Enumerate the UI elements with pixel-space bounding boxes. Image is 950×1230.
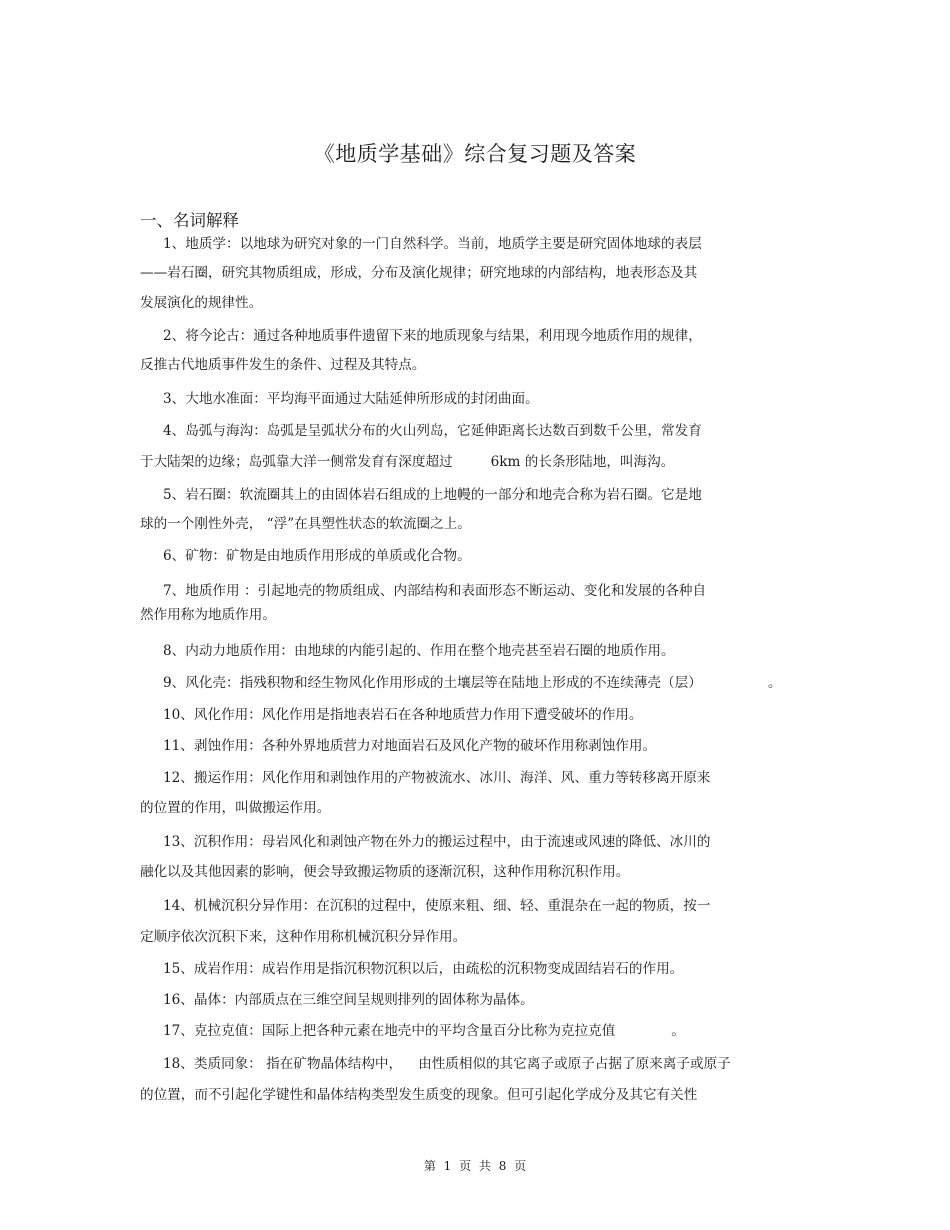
definition-line: 15、成岩作用：成岩作用是指沉积物沉积以后，由疏松的沉积物变成固结岩石的作用。 (163, 961, 684, 977)
definition-text: 18、类质同象： 指在矿物晶体结构中， (163, 1056, 403, 1072)
section-heading: 一、名词解释 (140, 211, 239, 230)
definition-line: 7、地质作用 ：引起地壳的物质组成、内部结构和表面形态不断运动、变化和发展的各种自 (163, 583, 707, 599)
definition-line: 然作用称为地质作用。 (140, 607, 276, 623)
definition-line: 14、机械沉积分异作用：在沉积的过程中，使原来粗、细、轻、重混杂在一起的物质，按一 (163, 898, 711, 914)
definition-line: 16、晶体：内部质点在三维空间呈规则排列的固体称为晶体。 (163, 992, 534, 1008)
definition-line: 定顺序依次沉积下来，这种作用称机械沉积分异作用。 (140, 929, 467, 945)
definition-line: 3、大地水准面：平均海平面通过大陆延伸所形成的封闭曲面。 (163, 391, 539, 407)
definition-line: ——岩石圈，研究其物质组成，形成，分布及演化规律；研究地球的内部结构，地表形态及其 (140, 265, 698, 281)
definition-line: 反推古代地质事件发生的条件、过程及其特点。 (140, 357, 426, 373)
definition-line: 8、内动力地质作用：由地球的内能引起的、作用在整个地壳甚至岩石圈的地质作用。 (163, 643, 675, 659)
definition-line: 4、岛弧与海沟：岛弧是呈弧状分布的火山列岛，它延伸距离长达数百到数千公里，常发育 (163, 423, 702, 439)
definition-line: 12、搬运作用：风化作用和剥蚀作用的产物被流水、冰川、海洋、风、重力等转移离开原来 (163, 770, 711, 786)
definition-line: 11、剥蚀作用：各种外界地质营力对地面岩石及风化产物的破坏作用称剥蚀作用。 (163, 738, 657, 754)
definition-line: 融化以及其他因素的影响，便会导致搬运物质的逐渐沉积，这种作用称沉积作用。 (140, 864, 630, 880)
definition-line: 6、矿物：矿物是由地质作用形成的单质或化合物。 (163, 548, 471, 564)
definition-text: 。 (767, 675, 782, 691)
definition-line: 的位置的作用，叫做搬运作用。 (140, 800, 331, 816)
document-title: 《地质学基础》综合复习题及答案 (313, 142, 637, 166)
definition-line: 13、沉积作用：母岩风化和剥蚀产物在外力的搬运过程中，由于流速或风速的降低、冰川的 (163, 834, 711, 850)
definition-line (163, 677, 781, 691)
definition-text: 由性质相似的其它离子或原子占据了原来离子或原子 (418, 1056, 731, 1072)
page-number-footer: 第 1 页 共 8 页 (423, 1159, 527, 1173)
definition-line: 发展演化的规律性。 (140, 295, 263, 311)
definition-line: 2、将今论古：通过各种地质事件遗留下来的地质现象与结果，利用现今地质作用的规律， (163, 328, 702, 344)
definition-line: 球的一个刚性外壳， “浮”在具塑性状态的软流圈之上。 (140, 516, 471, 532)
definition-text: 9、风化壳：指残积物和经生物风化作用形成的土壤层等在陆地上形成的不连续薄壳（层） (163, 675, 702, 691)
definition-line: 的位置，而不引起化学键性和晶体结构类型发生质变的现象。但可引起化学成分及其它有关性 (140, 1087, 698, 1103)
definition-line (163, 1058, 731, 1072)
definition-line (140, 456, 674, 470)
definition-text: 。 (671, 1023, 685, 1039)
definition-text: 17、克拉克值：国际上把各种元素在地壳中的平均含量百分比称为克拉克值 (163, 1023, 616, 1039)
definition-line: 5、岩石圈：软流圈其上的由固体岩石组成的上地幔的一部分和地壳合称为岩石圈。它是地 (163, 487, 702, 503)
definition-line: 10、风化作用：风化作用是指地表岩石在各种地质营力作用下遭受破坏的作用。 (163, 707, 643, 723)
definition-text: 于大陆架的边缘；岛弧靠大洋一侧常发育有深度超过 (140, 454, 453, 470)
definition-text: 6km 的长条形陆地，叫海沟。 (490, 454, 675, 470)
definition-line (163, 1025, 685, 1039)
definition-line: 1、地质学：以地球为研究对象的一门自然科学。当前，地质学主要是研究固体地球的表层 (163, 236, 702, 252)
